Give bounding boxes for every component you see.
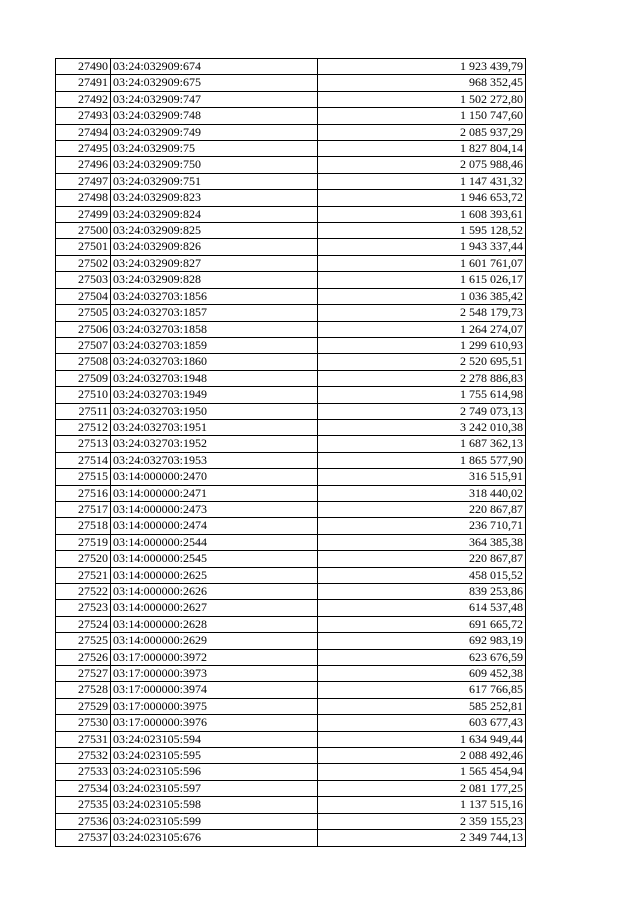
table-row: [56, 436, 526, 452]
cadastral-value-cell: 458 015,52: [318, 567, 526, 583]
table-row: [56, 485, 526, 501]
row-number-cell: 27532: [56, 748, 111, 764]
table-row: [56, 715, 526, 731]
cadastral-value-cell: 1 608 393,61: [318, 206, 526, 222]
cadastral-value-cell: 839 253,86: [318, 584, 526, 600]
cadastral-number-cell: 03:17:000000:3975: [111, 698, 318, 714]
table-row: [56, 387, 526, 403]
cadastral-number-cell: 03:24:032703:1860: [111, 354, 318, 370]
row-number-cell: 27506: [56, 321, 111, 337]
table-row: [56, 633, 526, 649]
table-row: [56, 91, 526, 107]
cadastral-number-cell: 03:24:032703:1858: [111, 321, 318, 337]
table-row: [56, 649, 526, 665]
cadastral-value-cell: 1 687 362,13: [318, 436, 526, 452]
row-number-cell: 27501: [56, 239, 111, 255]
cadastral-value-cell: 609 452,38: [318, 666, 526, 682]
cadastral-number-cell: 03:24:032909:826: [111, 239, 318, 255]
table-row: [56, 321, 526, 337]
table-row: [56, 157, 526, 173]
cadastral-number-cell: 03:24:032909:827: [111, 255, 318, 271]
row-number-cell: 27536: [56, 813, 111, 829]
cadastral-number-cell: 03:24:032703:1950: [111, 403, 318, 419]
table-row: [56, 288, 526, 304]
row-number-cell: 27502: [56, 255, 111, 271]
cadastral-value-cell: 617 766,85: [318, 682, 526, 698]
row-number-cell: 27505: [56, 305, 111, 321]
row-number-cell: 27515: [56, 469, 111, 485]
table-row: [56, 75, 526, 91]
cadastral-value-table: [55, 58, 526, 847]
row-number-cell: 27493: [56, 108, 111, 124]
cadastral-number-cell: 03:24:023105:599: [111, 813, 318, 829]
table-row: [56, 731, 526, 747]
cadastral-value-cell: 220 867,87: [318, 501, 526, 517]
table-row: [56, 337, 526, 353]
row-number-cell: 27523: [56, 600, 111, 616]
row-number-cell: 27518: [56, 518, 111, 534]
cadastral-value-cell: 1 147 431,32: [318, 173, 526, 189]
cadastral-value-cell: 623 676,59: [318, 649, 526, 665]
table-row: [56, 584, 526, 600]
table-row: [56, 797, 526, 813]
cadastral-value-cell: 692 983,19: [318, 633, 526, 649]
cadastral-value-cell: 1 923 439,79: [318, 59, 526, 75]
row-number-cell: 27533: [56, 764, 111, 780]
cadastral-number-cell: 03:14:000000:2474: [111, 518, 318, 534]
table-row: [56, 141, 526, 157]
cadastral-value-cell: 220 867,87: [318, 551, 526, 567]
cadastral-value-cell: 1 943 337,44: [318, 239, 526, 255]
cadastral-value-cell: 2 278 886,83: [318, 370, 526, 386]
table-row: [56, 682, 526, 698]
table-row: [56, 452, 526, 468]
cadastral-value-cell: 1 755 614,98: [318, 387, 526, 403]
cadastral-number-cell: 03:14:000000:2545: [111, 551, 318, 567]
cadastral-number-cell: 03:24:032909:749: [111, 124, 318, 140]
cadastral-value-cell: 2 081 177,25: [318, 780, 526, 796]
cadastral-number-cell: 03:24:032909:824: [111, 206, 318, 222]
cadastral-value-cell: 614 537,48: [318, 600, 526, 616]
table-row: [56, 518, 526, 534]
cadastral-number-cell: 03:14:000000:2625: [111, 567, 318, 583]
table-row: [56, 469, 526, 485]
table-row: [56, 59, 526, 75]
cadastral-value-cell: 1 827 804,14: [318, 141, 526, 157]
table-row: [56, 173, 526, 189]
cadastral-number-cell: 03:24:032703:1952: [111, 436, 318, 452]
cadastral-number-cell: 03:24:032909:751: [111, 173, 318, 189]
table-body: [56, 59, 526, 847]
row-number-cell: 27537: [56, 830, 111, 846]
cadastral-number-cell: 03:24:023105:676: [111, 830, 318, 846]
row-number-cell: 27497: [56, 173, 111, 189]
table-row: [56, 830, 526, 846]
cadastral-number-cell: 03:24:032703:1951: [111, 419, 318, 435]
row-number-cell: 27492: [56, 91, 111, 107]
cadastral-value-cell: 3 242 010,38: [318, 419, 526, 435]
row-number-cell: 27504: [56, 288, 111, 304]
cadastral-number-cell: 03:24:032909:750: [111, 157, 318, 173]
cadastral-number-cell: 03:24:032703:1859: [111, 337, 318, 353]
table-row: [56, 501, 526, 517]
cadastral-number-cell: 03:24:023105:598: [111, 797, 318, 813]
row-number-cell: 27511: [56, 403, 111, 419]
row-number-cell: 27514: [56, 452, 111, 468]
row-number-cell: 27499: [56, 206, 111, 222]
row-number-cell: 27490: [56, 59, 111, 75]
cadastral-number-cell: 03:14:000000:2626: [111, 584, 318, 600]
row-number-cell: 27516: [56, 485, 111, 501]
row-number-cell: 27508: [56, 354, 111, 370]
cadastral-value-cell: 318 440,02: [318, 485, 526, 501]
cadastral-value-cell: 1 264 274,07: [318, 321, 526, 337]
cadastral-number-cell: 03:24:032703:1949: [111, 387, 318, 403]
row-number-cell: 27531: [56, 731, 111, 747]
row-number-cell: 27520: [56, 551, 111, 567]
table-row: [56, 567, 526, 583]
cadastral-value-cell: 1 036 385,42: [318, 288, 526, 304]
cadastral-value-cell: 236 710,71: [318, 518, 526, 534]
cadastral-number-cell: 03:17:000000:3976: [111, 715, 318, 731]
row-number-cell: 27495: [56, 141, 111, 157]
table-row: [56, 764, 526, 780]
table-row: [56, 190, 526, 206]
row-number-cell: 27491: [56, 75, 111, 91]
cadastral-value-cell: 1 502 272,80: [318, 91, 526, 107]
cadastral-value-cell: 1 634 949,44: [318, 731, 526, 747]
cadastral-value-cell: 2 520 695,51: [318, 354, 526, 370]
cadastral-value-cell: 2 349 744,13: [318, 830, 526, 846]
table-row: [56, 305, 526, 321]
cadastral-number-cell: 03:14:000000:2471: [111, 485, 318, 501]
cadastral-number-cell: 03:24:032909:825: [111, 223, 318, 239]
cadastral-value-cell: 2 075 988,46: [318, 157, 526, 173]
row-number-cell: 27513: [56, 436, 111, 452]
cadastral-value-cell: 1 299 610,93: [318, 337, 526, 353]
row-number-cell: 27530: [56, 715, 111, 731]
table-row: [56, 780, 526, 796]
row-number-cell: 27517: [56, 501, 111, 517]
cadastral-value-cell: 968 352,45: [318, 75, 526, 91]
row-number-cell: 27534: [56, 780, 111, 796]
table-row: [56, 534, 526, 550]
cadastral-value-cell: 2 359 155,23: [318, 813, 526, 829]
cadastral-number-cell: 03:24:032909:674: [111, 59, 318, 75]
row-number-cell: 27524: [56, 616, 111, 632]
table-row: [56, 124, 526, 140]
table-row: [56, 616, 526, 632]
cadastral-number-cell: 03:24:023105:597: [111, 780, 318, 796]
cadastral-value-cell: 1 865 577,90: [318, 452, 526, 468]
cadastral-value-cell: 316 515,91: [318, 469, 526, 485]
cadastral-value-cell: 1 595 128,52: [318, 223, 526, 239]
cadastral-number-cell: 03:17:000000:3973: [111, 666, 318, 682]
row-number-cell: 27512: [56, 419, 111, 435]
cadastral-number-cell: 03:24:032909:748: [111, 108, 318, 124]
cadastral-value-cell: 364 385,38: [318, 534, 526, 550]
cadastral-value-cell: 1 946 653,72: [318, 190, 526, 206]
row-number-cell: 27507: [56, 337, 111, 353]
row-number-cell: 27525: [56, 633, 111, 649]
row-number-cell: 27509: [56, 370, 111, 386]
cadastral-value-cell: 585 252,81: [318, 698, 526, 714]
table-row: [56, 206, 526, 222]
cadastral-number-cell: 03:14:000000:2473: [111, 501, 318, 517]
cadastral-value-cell: 1 150 747,60: [318, 108, 526, 124]
cadastral-value-cell: 1 615 026,17: [318, 272, 526, 288]
row-number-cell: 27528: [56, 682, 111, 698]
cadastral-number-cell: 03:14:000000:2544: [111, 534, 318, 550]
table-row: [56, 108, 526, 124]
cadastral-number-cell: 03:17:000000:3974: [111, 682, 318, 698]
cadastral-number-cell: 03:24:032703:1948: [111, 370, 318, 386]
cadastral-value-cell: 2 088 492,46: [318, 748, 526, 764]
cadastral-number-cell: 03:24:023105:595: [111, 748, 318, 764]
table-row: [56, 370, 526, 386]
cadastral-number-cell: 03:24:032909:747: [111, 91, 318, 107]
cadastral-number-cell: 03:14:000000:2627: [111, 600, 318, 616]
table-row: [56, 698, 526, 714]
cadastral-value-cell: 2 085 937,29: [318, 124, 526, 140]
row-number-cell: 27498: [56, 190, 111, 206]
cadastral-number-cell: 03:17:000000:3972: [111, 649, 318, 665]
row-number-cell: 27494: [56, 124, 111, 140]
row-number-cell: 27496: [56, 157, 111, 173]
table-row: [56, 255, 526, 271]
table-row: [56, 403, 526, 419]
cadastral-value-cell: 1 137 515,16: [318, 797, 526, 813]
cadastral-number-cell: 03:24:032909:675: [111, 75, 318, 91]
cadastral-value-cell: 603 677,43: [318, 715, 526, 731]
table-row: [56, 354, 526, 370]
row-number-cell: 27510: [56, 387, 111, 403]
cadastral-number-cell: 03:14:000000:2629: [111, 633, 318, 649]
cadastral-number-cell: 03:24:023105:596: [111, 764, 318, 780]
table-row: [56, 551, 526, 567]
cadastral-number-cell: 03:24:032909:823: [111, 190, 318, 206]
table-row: [56, 272, 526, 288]
cadastral-number-cell: 03:24:032909:828: [111, 272, 318, 288]
cadastral-value-cell: 1 565 454,94: [318, 764, 526, 780]
table-row: [56, 748, 526, 764]
table-row: [56, 239, 526, 255]
cadastral-value-cell: 1 601 761,07: [318, 255, 526, 271]
row-number-cell: 27521: [56, 567, 111, 583]
table-row: [56, 600, 526, 616]
cadastral-value-cell: 691 665,72: [318, 616, 526, 632]
cadastral-number-cell: 03:24:032703:1857: [111, 305, 318, 321]
table-row: [56, 223, 526, 239]
row-number-cell: 27522: [56, 584, 111, 600]
table-row: [56, 419, 526, 435]
row-number-cell: 27503: [56, 272, 111, 288]
row-number-cell: 27527: [56, 666, 111, 682]
row-number-cell: 27529: [56, 698, 111, 714]
cadastral-number-cell: 03:24:023105:594: [111, 731, 318, 747]
cadastral-number-cell: 03:24:032703:1953: [111, 452, 318, 468]
table-row: [56, 813, 526, 829]
cadastral-number-cell: 03:24:032909:75: [111, 141, 318, 157]
cadastral-number-cell: 03:14:000000:2628: [111, 616, 318, 632]
table-row: [56, 666, 526, 682]
cadastral-number-cell: 03:14:000000:2470: [111, 469, 318, 485]
cadastral-number-cell: 03:24:032703:1856: [111, 288, 318, 304]
row-number-cell: 27526: [56, 649, 111, 665]
row-number-cell: 27519: [56, 534, 111, 550]
row-number-cell: 27535: [56, 797, 111, 813]
cadastral-value-cell: 2 749 073,13: [318, 403, 526, 419]
cadastral-value-cell: 2 548 179,73: [318, 305, 526, 321]
row-number-cell: 27500: [56, 223, 111, 239]
